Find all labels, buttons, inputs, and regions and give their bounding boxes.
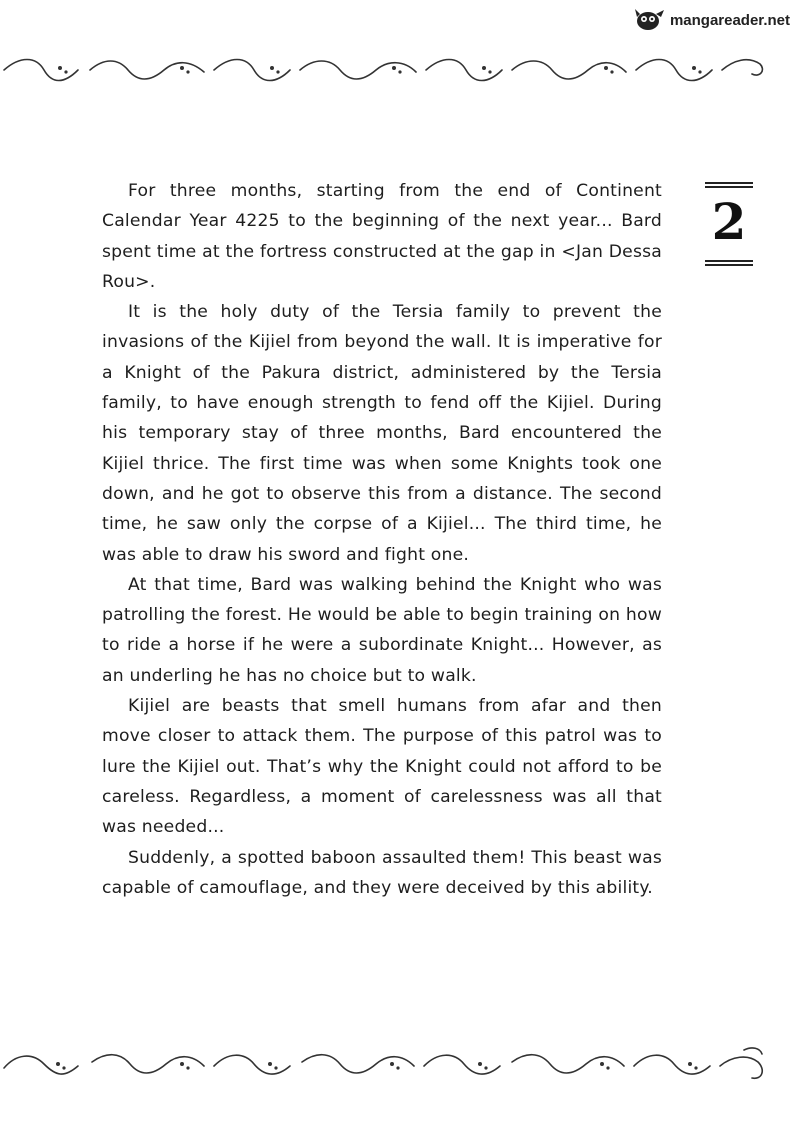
watermark-text: mangareader.net	[669, 11, 790, 29]
body-text	[102, 176, 662, 903]
paragraph: At that time, Bard was walking behind the Knight who was patrolling the forest. He would be able to begin training on how to ride a horse if he were a subordinate Knight... However, as an underling he has no choice but to walk.	[102, 574, 662, 686]
chapter-rule-bottom-2	[705, 264, 753, 266]
watermark	[634, 8, 790, 32]
chapter-rule-top	[705, 182, 753, 184]
chapter-rule-top-2	[705, 186, 753, 188]
paragraph: Kijiel are beasts that smell humans from afar and then move closer to attack them. The purpose of this patrol was to lure the Kijiel out. That’s why the Knight could not afford to be careless. Regardless, a moment of carelessness was all that was needed...	[102, 696, 662, 838]
ornamental-border-bottom	[0, 1040, 800, 1088]
paragraph: For three months, starting from the end of Continent Calendar Year 4225 to the beginning of the next year... Bard spent time at the fortress constructed at the gap in <Jan Dessa Rou>.	[102, 181, 662, 292]
paragraph: It is the holy duty of the Tersia family to prevent the invasions of the Kijiel from beyond the wall. It is imperative for a Knight of the Pakura district, administered by the Tersia family, to have enough strength to fend off the Kijiel. During his temporary stay of three months, Bard encountered the Kijiel thrice. The first time was when some Knights took one down, and he got to observe this from a distance. The second time, he saw only the corpse of a Kijiel... The third time, he was able to draw his sword and fight one.	[102, 302, 662, 565]
ornamental-border-top	[0, 48, 800, 92]
paragraph: Suddenly, a spotted baboon assaulted them! This beast was capable of camouflage, and they were deceived by this ability.	[102, 847, 662, 898]
chapter-rule-bottom	[705, 260, 753, 262]
chapter-marker	[705, 180, 753, 268]
chapter-number: 2	[711, 192, 747, 251]
mascot-face-icon	[634, 8, 666, 32]
